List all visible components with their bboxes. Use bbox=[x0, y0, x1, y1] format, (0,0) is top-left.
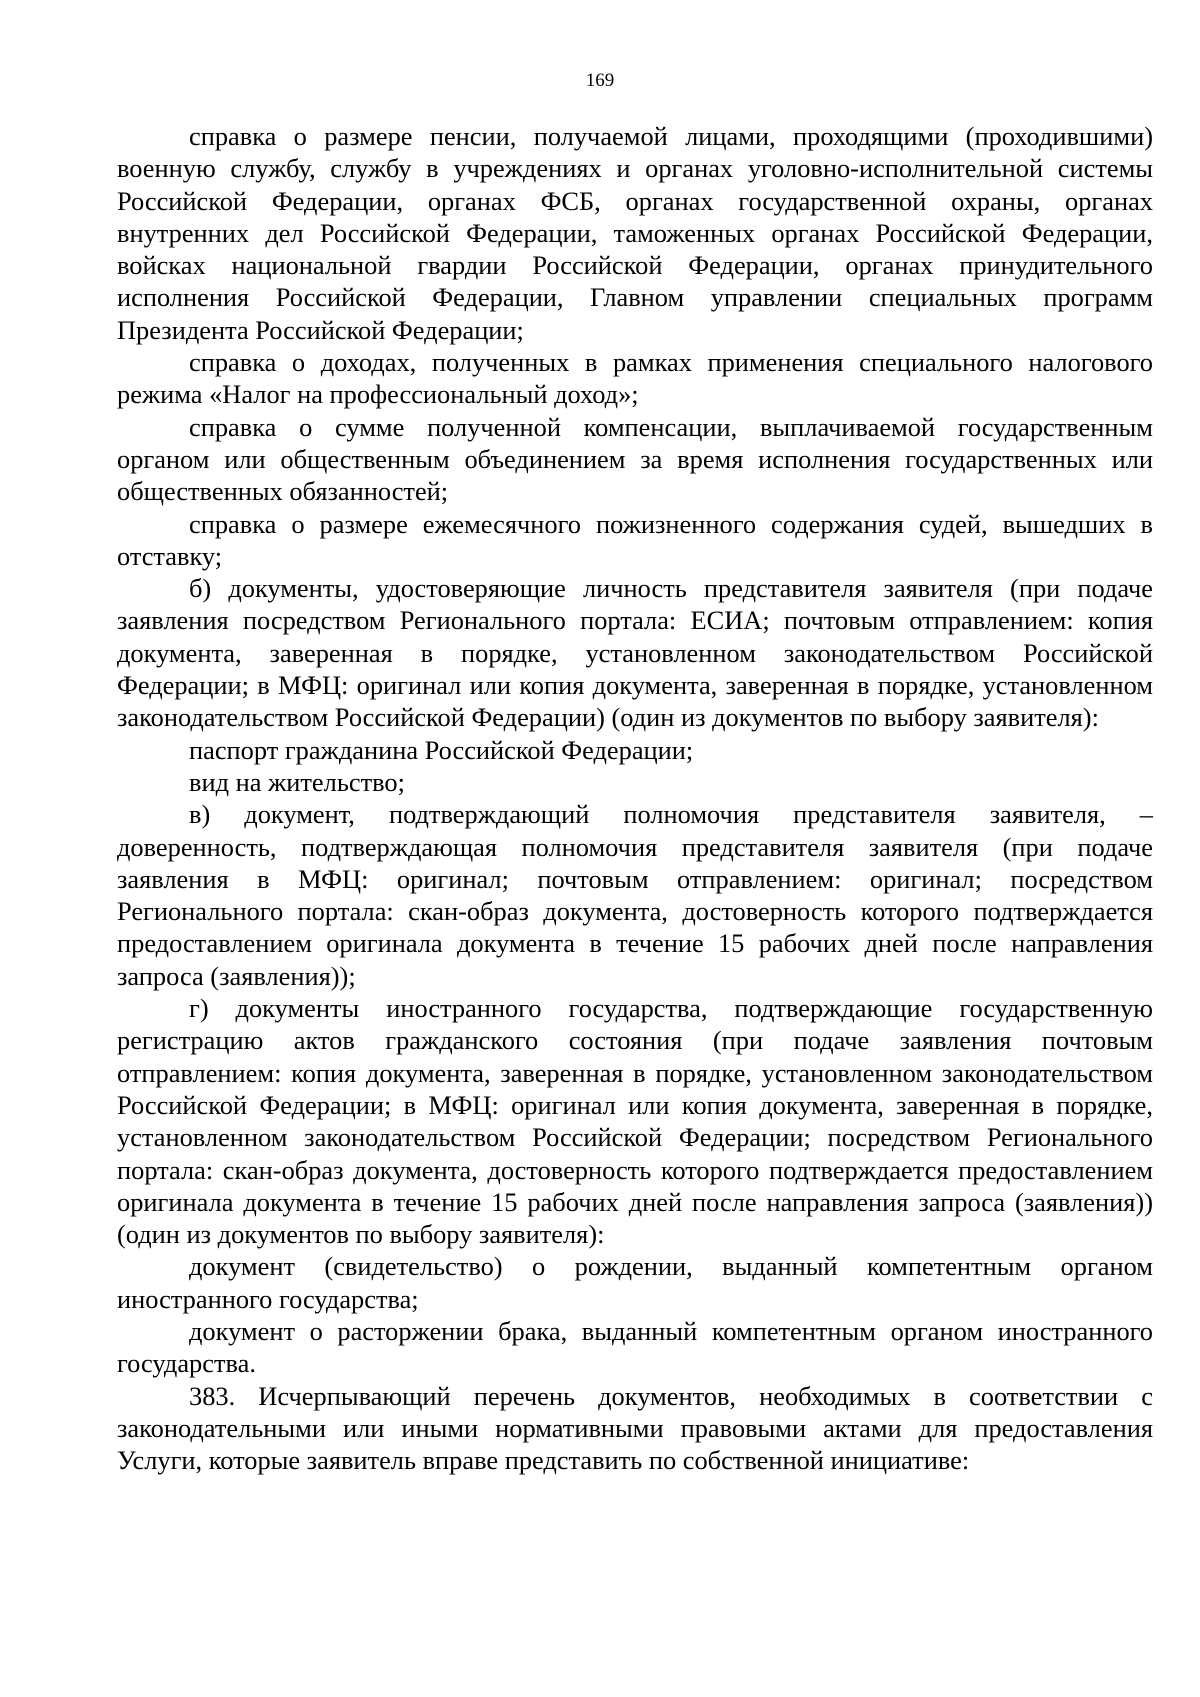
paragraph-birth-certificate: документ (свидетельство) о рождении, выданный компетентным органом иностранного государства; bbox=[117, 1251, 1153, 1314]
paragraph-item-g-foreign-documents: г) документы иностранного государства, подтверждающие государственную регистрацию актов гражданского состояния (при подаче заявления почтовым отправлением: копия документа, заверенная в порядке, установленном законодательством Российской Федерации; в МФЦ: оригинал или копия документа, заверенная в порядке, установленном законодательством Российской Федерации; посредством Регионального портала: скан-образ документа, достоверность которого подтверждается предоставлением оригинала документа в течение 15 рабочих дней после направления запроса (заявления)) (один из документов по выбору заявителя): bbox=[117, 993, 1153, 1250]
paragraph-professional-income-tax: справка о доходах, полученных в рамках применения специального налогового режима «Налог на профессиональный доход»; bbox=[117, 347, 1153, 410]
paragraph-passport: паспорт гражданина Российской Федерации; bbox=[189, 734, 694, 765]
paragraph-residence-permit: вид на жительство; bbox=[189, 766, 405, 797]
page-number: 169 bbox=[585, 70, 615, 91]
document-body bbox=[117, 120, 1153, 1476]
paragraph-item-383: 383. Исчерпывающий перечень документов, необходимых в соответствии с законодательными или иными нормативными правовыми актами для предоставления Услуги, которые заявитель вправе представить по собственной инициативе: bbox=[117, 1380, 1153, 1476]
paragraph-judges-allowance: справка о размере ежемесячного пожизненного содержания судей, вышедших в отставку; bbox=[117, 508, 1153, 571]
paragraph-divorce-document: документ о расторжении брака, выданный компетентным органом иностранного государства. bbox=[117, 1315, 1153, 1379]
paragraph-compensation-certificate: справка о сумме полученной компенсации, выплачиваемой государственным органом или общественным объединением за время исполнения государственных или общественных обязанностей; bbox=[117, 411, 1153, 507]
paragraph-pension-certificate: справка о размере пенсии, получаемой лицами, проходящими (проходившими) военную службу, службу в учреждениях и органах уголовно-исполнительной системы Российской Федерации, органах ФСБ, органах государственной охраны, органах внутренних дел Российской Федерации, таможенных органах Российской Федерации, войсках национальной гвардии Российской Федерации, органах принудительного исполнения Российской Федерации, Главном управлении специальных программ Президента Российской Федерации; bbox=[117, 121, 1153, 345]
paragraph-item-v-power-of-attorney: в) документ, подтверждающий полномочия представителя заявителя, – доверенность, подтверждающая полномочия представителя заявителя (при подаче заявления в МФЦ: оригинал; почтовым отправлением: оригинал; посредством Регионального портала: скан-образ документа, достоверность которого подтверждается предоставлением оригинала документа в течение 15 рабочих дней после направления запроса (заявления)); bbox=[117, 799, 1153, 991]
paragraph-item-b-identity-documents: б) документы, удостоверяющие личность представителя заявителя (при подаче заявления посредством Регионального портала: ЕСИА; почтовым отправлением: копия документа, заверенная в порядке, установленном законодательством Российской Федерации; в МФЦ: оригинал или копия документа, заверенная в порядке, установленном законодательством Российской Федерации) (один из документов по выбору заявителя): bbox=[117, 573, 1153, 733]
